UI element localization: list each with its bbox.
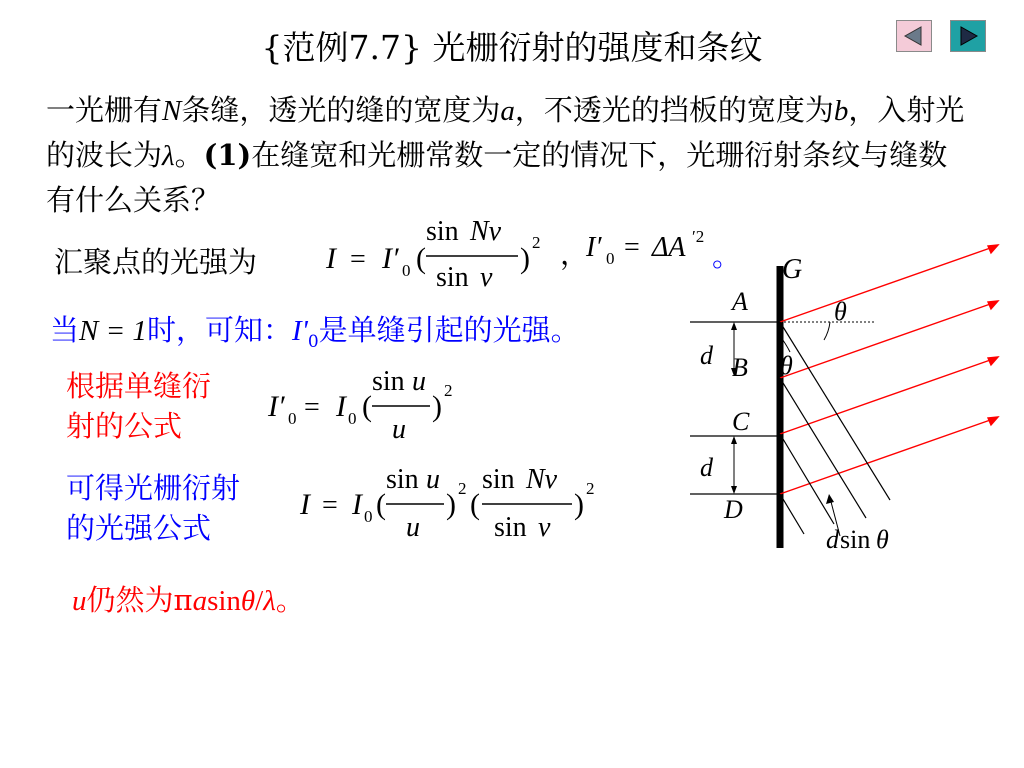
- grating-intensity-formula: [320, 208, 560, 300]
- label-dsin-sin: sin: [840, 525, 871, 554]
- question-number: (1): [203, 138, 252, 172]
- u-end: 。: [275, 583, 305, 617]
- label-d2: d: [700, 453, 713, 482]
- triangle-right-icon: [951, 21, 985, 51]
- f3-lparen: (: [362, 390, 372, 423]
- f1-square: 2: [532, 233, 541, 252]
- f1-Iprime: I′: [382, 242, 399, 275]
- u-var: u: [72, 585, 87, 617]
- f1-sub0: 0: [402, 261, 411, 280]
- f3-num-u: u: [412, 366, 426, 397]
- f3-rparen: ): [432, 390, 442, 423]
- problem-text-3: ，不透光的挡板的宽度为: [514, 93, 834, 127]
- when-I0: I': [291, 315, 308, 347]
- label-d1: d: [700, 341, 713, 370]
- f4-den1-u: u: [406, 512, 420, 543]
- problem-statement: [46, 88, 966, 222]
- single-slit-label: [66, 366, 211, 446]
- u-a: a: [192, 585, 208, 617]
- single-slit-formula: [264, 362, 474, 454]
- when-prefix: 当: [50, 313, 80, 347]
- u-theta: θ: [240, 585, 256, 617]
- f4-rparen1: ): [446, 488, 456, 521]
- label-A: A: [732, 287, 748, 316]
- f1-I: I: [326, 242, 336, 275]
- var-lambda: λ: [162, 140, 175, 172]
- label-D: D: [724, 495, 743, 524]
- f3-square: 2: [444, 381, 453, 400]
- f2-eq: =: [624, 232, 640, 263]
- f4-num1-sin: sin: [386, 464, 419, 495]
- incident-rays: [780, 245, 998, 494]
- f4-I: I: [300, 488, 310, 521]
- f4-square1: 2: [458, 479, 467, 498]
- f4-num2-sin: sin: [482, 464, 515, 495]
- label-dsin-theta: θ: [876, 525, 889, 554]
- f4-den2-sin: sin: [494, 512, 527, 543]
- f2-deltaA: ΔA: [652, 232, 686, 263]
- f4-square2: 2: [586, 479, 595, 498]
- grating-full-formula: [296, 460, 616, 552]
- when-sub0: 0: [307, 331, 319, 352]
- when-suffix: 是单缝引起的光强。: [318, 313, 580, 347]
- problem-text-5: 。: [174, 138, 204, 172]
- f1-num-Nv: Nv: [470, 216, 502, 247]
- prev-slide-button[interactable]: [896, 20, 932, 52]
- f2-Iprime: I′: [586, 232, 602, 263]
- problem-text-6: 在缝宽和光栅常数一定的情况下，光珊衍射条纹与缝数有什么关系？: [46, 138, 948, 217]
- next-slide-button[interactable]: [950, 20, 986, 52]
- label-dsin-d: d: [826, 525, 839, 554]
- f3-den-u: u: [392, 414, 406, 445]
- u-definition: [72, 578, 305, 619]
- grating-diagram: [680, 236, 1010, 562]
- f4-lparen2: (: [470, 488, 480, 521]
- intensity-label: 汇聚点的光强为: [54, 245, 258, 279]
- f2-sub0: 0: [606, 249, 615, 268]
- grating-formula-label: [66, 468, 240, 548]
- u-lambda: λ: [263, 585, 276, 617]
- single-slit-label-line2: 射的公式: [66, 409, 183, 443]
- f3-eq: =: [304, 392, 320, 423]
- condition-line: [50, 308, 580, 352]
- grating-label-line2: 的光强公式: [66, 511, 212, 545]
- f4-num1-u: u: [426, 464, 440, 495]
- when-condition: N = 1: [79, 315, 147, 347]
- f3-I0: I: [336, 390, 346, 423]
- f3-num-sin: sin: [372, 366, 405, 397]
- f4-rparen2: ): [574, 488, 584, 521]
- single-slit-label-line1: 根据单缝衍: [66, 369, 212, 403]
- var-N: N: [162, 95, 182, 127]
- f1-num-sin: sin: [426, 216, 459, 247]
- f4-eq: =: [322, 490, 338, 521]
- intensity-end: 。: [712, 239, 742, 273]
- u-slash: /: [255, 585, 264, 617]
- label-C: C: [732, 407, 750, 436]
- grating-label-line1: 可得光栅衍射: [66, 471, 241, 505]
- label-G: G: [782, 254, 803, 285]
- f1-eq: =: [350, 244, 366, 275]
- u-mid: 仍然为π: [86, 583, 193, 617]
- problem-text-2: 条缝，透光的缝的宽度为: [181, 93, 501, 127]
- var-b: b: [833, 95, 849, 127]
- problem-text-1: 一光栅有: [46, 93, 163, 127]
- f3-sub0: 0: [288, 409, 297, 428]
- f3-Iprime: I′: [268, 390, 285, 423]
- f1-lparen: (: [416, 242, 426, 275]
- f4-num2-Nv: Nv: [526, 464, 558, 495]
- f4-den2-v: v: [538, 512, 551, 543]
- label-B: B: [732, 353, 748, 382]
- title-text: {范例7.7} 光栅衍射的强度和条纹: [261, 28, 763, 67]
- f3-sub00: 0: [348, 409, 357, 428]
- f1-rparen: ): [520, 242, 530, 275]
- intensity-sep: ，: [560, 237, 590, 271]
- f4-lparen1: (: [376, 488, 386, 521]
- when-mid: 时，可知：: [146, 313, 292, 347]
- u-sin: sin: [207, 585, 241, 617]
- var-a: a: [500, 95, 515, 127]
- page-title: [0, 22, 1024, 69]
- f1-den-sin: sin: [436, 262, 469, 293]
- f1-den-v: v: [480, 262, 493, 293]
- f2-prime2: ′2: [692, 227, 705, 246]
- problem-text-4: ，入射光的波长为: [46, 93, 965, 172]
- label-theta1: θ: [834, 297, 847, 326]
- label-theta2: θ: [780, 351, 793, 380]
- f4-I0: I: [352, 488, 362, 521]
- triangle-left-icon: [897, 21, 931, 51]
- f4-sub0: 0: [364, 507, 373, 526]
